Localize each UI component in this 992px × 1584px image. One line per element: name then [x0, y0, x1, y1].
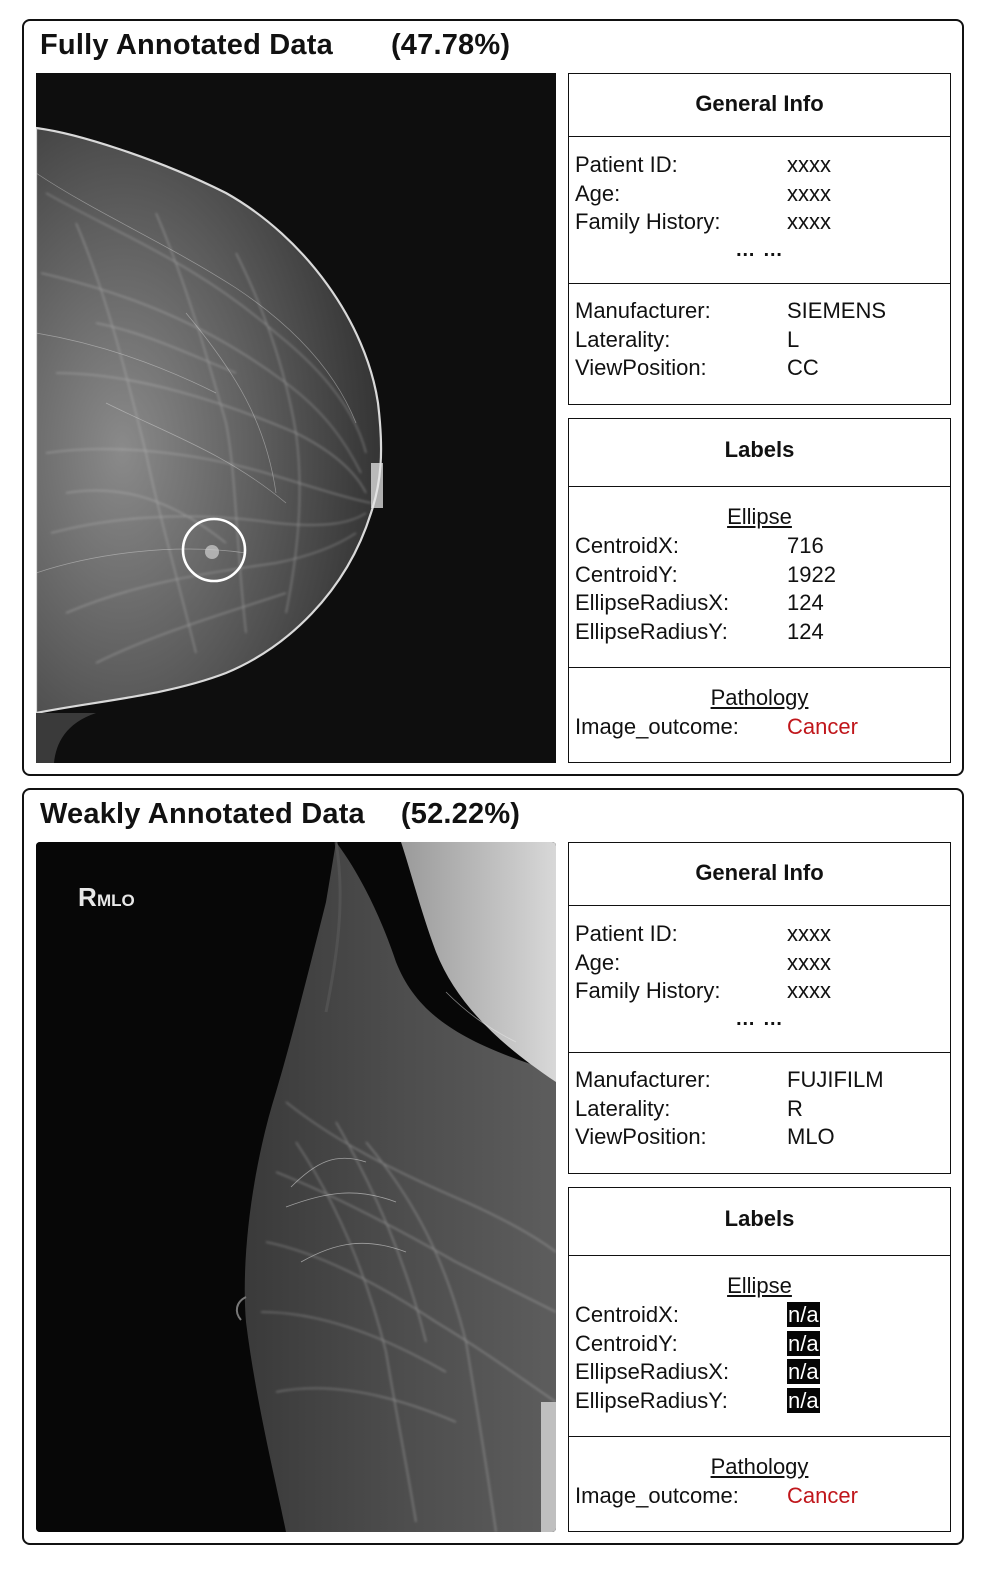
radius-y-row: [569, 619, 950, 648]
centroid-x-label: CentroidX:: [575, 533, 679, 558]
patient-id-row: [569, 152, 950, 181]
general-info-box: [568, 842, 951, 1174]
age-label: Age:: [575, 949, 621, 975]
radius-x-row: [569, 590, 950, 619]
view-position-row: [569, 355, 950, 384]
general-info-header: General Info: [695, 91, 824, 116]
radius-y-row: [569, 1388, 950, 1417]
laterality-label: Laterality:: [575, 326, 671, 352]
age-row: [569, 950, 950, 979]
view-marker-label: MLO: [97, 891, 135, 910]
device-section: [569, 1053, 950, 1153]
labels-header: Labels: [724, 1206, 795, 1231]
laterality-row: [569, 327, 950, 356]
outcome-row: [569, 714, 950, 743]
family-history-label: Family History:: [575, 209, 721, 234]
view-position-label: ViewPosition:: [575, 355, 707, 380]
radius-x-label: EllipseRadiusX:: [575, 590, 730, 615]
family-history-value: xxxx: [787, 978, 831, 1003]
mammogram-cc-graphic: [36, 73, 556, 763]
radius-y-value: 124: [787, 618, 824, 644]
ellipse-section: [569, 487, 950, 668]
outcome-label: Image_outcome:: [575, 1483, 739, 1508]
radius-x-value: n/a: [788, 1359, 819, 1384]
radius-x-row: [569, 1359, 950, 1388]
age-label: Age:: [575, 180, 621, 206]
more-fields-ellipsis: … …: [735, 238, 784, 261]
manufacturer-value: SIEMENS: [787, 298, 887, 323]
radius-y-value: n/a: [788, 1387, 819, 1413]
family-history-label: Family History:: [575, 978, 721, 1003]
family-history-row: [569, 978, 950, 1007]
centroid-x-label: CentroidX:: [575, 1302, 679, 1327]
centroid-y-label: CentroidY:: [575, 561, 678, 587]
labels-header-section: [569, 419, 950, 487]
view-position-row: [569, 1124, 950, 1153]
mammogram-image-cc: [36, 73, 556, 763]
view-position-value: MLO: [787, 1124, 835, 1149]
ellipse-section: [569, 1256, 950, 1437]
centroid-y-label: CentroidY:: [575, 1330, 678, 1356]
more-fields-ellipsis: … …: [735, 1007, 784, 1030]
manufacturer-label: Manufacturer:: [575, 1067, 711, 1092]
mammogram-mlo-graphic: [36, 842, 556, 1532]
fully-annotated-panel: [22, 19, 964, 776]
centroid-y-row: [569, 562, 950, 591]
general-info-box: [568, 73, 951, 405]
manufacturer-row: [569, 298, 950, 327]
device-section: [569, 284, 950, 384]
manufacturer-row: [569, 1067, 950, 1096]
patient-id-label: Patient ID:: [575, 921, 678, 946]
radius-y-label: EllipseRadiusY:: [575, 1387, 728, 1413]
labels-box: [568, 1187, 951, 1532]
patient-id-label: Patient ID:: [575, 152, 678, 177]
age-value: xxxx: [787, 180, 831, 206]
patient-section: [569, 137, 950, 284]
pathology-section: [569, 668, 950, 743]
view-position-value: CC: [787, 355, 819, 380]
age-value: xxxx: [787, 949, 831, 975]
ellipse-heading: Ellipse: [727, 1273, 792, 1298]
general-info-header-section: [569, 843, 950, 906]
view-marker-letter: R: [78, 882, 97, 912]
manufacturer-label: Manufacturer:: [575, 298, 711, 323]
patient-section: [569, 906, 950, 1053]
family-history-row: [569, 209, 950, 238]
age-row: [569, 181, 950, 210]
centroid-y-row: [569, 1331, 950, 1360]
centroid-x-row: [569, 1302, 950, 1331]
panel-title: [40, 798, 520, 831]
radius-y-label: EllipseRadiusY:: [575, 618, 728, 644]
pathology-heading: Pathology: [710, 685, 809, 710]
labels-header-section: [569, 1188, 950, 1256]
centroid-x-value: 716: [787, 533, 824, 558]
panel-title: [40, 29, 510, 62]
pathology-section: [569, 1437, 950, 1512]
centroid-x-row: [569, 533, 950, 562]
ellipse-heading: Ellipse: [727, 504, 792, 529]
patient-id-value: xxxx: [787, 921, 831, 946]
patient-id-row: [569, 921, 950, 950]
laterality-value: R: [787, 1095, 803, 1121]
outcome-row: [569, 1483, 950, 1512]
general-info-header-section: [569, 74, 950, 137]
centroid-y-value: n/a: [788, 1330, 819, 1356]
outcome-value: Cancer: [787, 714, 858, 739]
pathology-heading: Pathology: [710, 1454, 809, 1479]
centroid-y-value: 1922: [787, 561, 836, 587]
view-position-label: ViewPosition:: [575, 1124, 707, 1149]
centroid-x-value: n/a: [788, 1302, 819, 1327]
patient-id-value: xxxx: [787, 152, 831, 177]
outcome-label: Image_outcome:: [575, 714, 739, 739]
panel-percentage: (52.22%): [400, 798, 521, 830]
panel-title-text: Fully Annotated Data: [40, 29, 333, 61]
manufacturer-value: FUJIFILM: [787, 1067, 884, 1092]
radius-x-label: EllipseRadiusX:: [575, 1359, 730, 1384]
mammogram-image-mlo: [36, 842, 556, 1532]
weakly-annotated-panel: [22, 788, 964, 1545]
panel-title-text: Weakly Annotated Data: [40, 798, 365, 830]
labels-box: [568, 418, 951, 763]
laterality-row: [569, 1096, 950, 1125]
laterality-label: Laterality:: [575, 1095, 671, 1121]
laterality-value: L: [787, 326, 800, 352]
labels-header: Labels: [724, 437, 795, 462]
general-info-header: General Info: [695, 860, 824, 885]
family-history-value: xxxx: [787, 209, 831, 234]
panel-percentage: (47.78%): [390, 29, 511, 61]
radius-x-value: 124: [787, 590, 824, 615]
outcome-value: Cancer: [787, 1483, 858, 1508]
